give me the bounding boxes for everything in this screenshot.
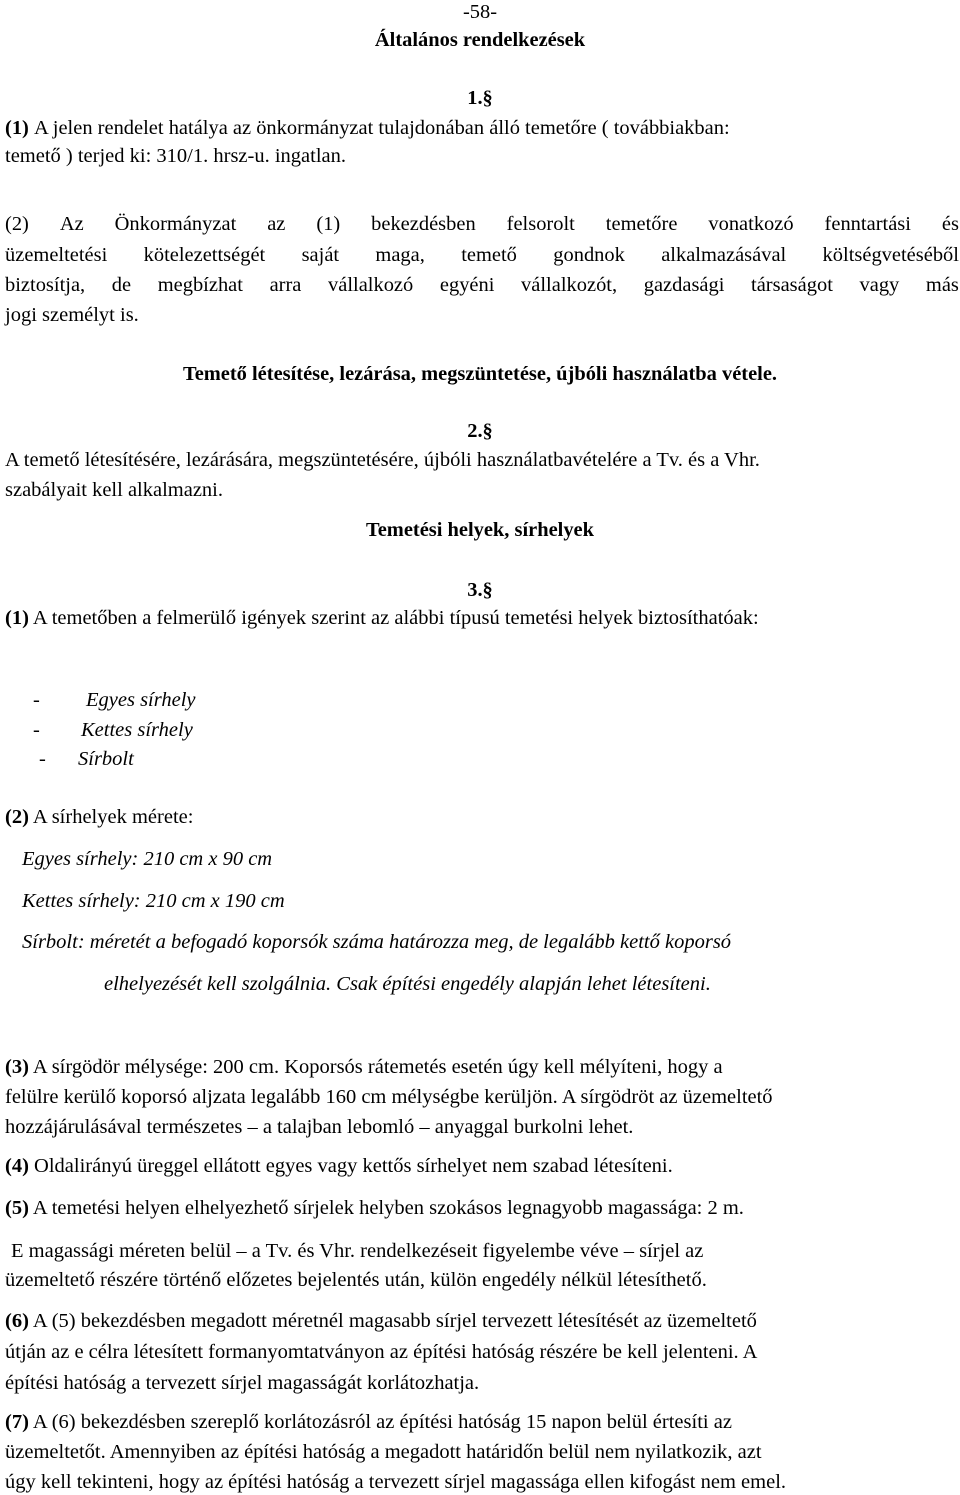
s3-p6-line-1 — [5, 1311, 757, 1332]
list-item-dash: - — [39, 748, 46, 770]
s3-p7-number: (7) — [5, 1411, 29, 1433]
s3-p4-text: Oldalirányú üreggel ellátott egyes vagy kettős sírhelyet nem szabad létesíteni. — [34, 1155, 673, 1177]
s3-p5-number: (5) — [5, 1197, 29, 1219]
s3-p3-number: (3) — [5, 1056, 29, 1078]
heading-burial-places: Temetési helyek, sírhelyek — [365, 519, 594, 541]
list-item-dash: - — [33, 719, 40, 741]
section-1-number: 1.§ — [467, 87, 493, 109]
s3-p1 — [5, 608, 759, 629]
s1-p1-line-1 — [5, 118, 959, 138]
s1-p2-line-3: biztosítja, de megbízhat arra vállalkozó egyéni vállalkozót, gazdasági társaságot vagy más — [5, 274, 959, 296]
list-item-single-grave: Egyes sírhely — [86, 689, 196, 711]
list-item-double-grave: Kettes sírhely — [81, 719, 193, 741]
s3-p6-text-1: A (5) bekezdésben megadott méretnél magasabb sírjel tervezett létesítését az üzemeltető — [32, 1310, 757, 1332]
heading-general-provisions: Általános rendelkezések — [374, 29, 586, 51]
s3-p4 — [5, 1156, 673, 1177]
s1-p1-text-1: A jelen rendelet hatálya az önkormányzat tulajdonában álló temetőre ( továbbiakban: — [34, 117, 730, 139]
page-number: -58- — [462, 1, 498, 23]
s1-p2-line-2: üzemeltetési kötelezettségét saját maga, temető gondnok alkalmazásával költségvetéséből — [5, 244, 959, 266]
size-double-grave: Kettes sírhely: 210 cm x 190 cm — [22, 890, 285, 912]
s3-p4-number: (4) — [5, 1155, 29, 1177]
s3-p1-text: A temetőben a felmerülő igények szerint az alábbi típusú temetési helyek biztosíthatóak: — [32, 607, 759, 629]
section-3-number: 3.§ — [467, 579, 493, 601]
s3-p3-text-1: A sírgödör mélysége: 200 cm. Koporsós rátemetés esetén úgy kell mélyíteni, hogy a — [32, 1056, 723, 1078]
s3-p6-number: (6) — [5, 1310, 29, 1332]
s3-p7-line-3: úgy kell tekinteni, hogy az építési hatóság a tervezett sírjel magassága ellen kifogást nem emel. — [5, 1471, 787, 1493]
heading-establishment: Temető létesítése, lezárása, megszüntetése, újbóli használatba vétele. — [182, 363, 778, 385]
s3-p1-number: (1) — [5, 607, 29, 629]
s2-line-2: szabályait kell alkalmazni. — [5, 479, 224, 501]
s1-p1-line-2: temető ) terjed ki: 310/1. hrsz-u. ingatlan. — [5, 145, 347, 167]
list-item-crypt: Sírbolt — [78, 748, 134, 770]
size-crypt-line-1: Sírbolt: méretét a befogadó koporsók száma határozza meg, de legalább kettő koporsó — [22, 931, 732, 953]
s3-p3-line-2: felülre kerülő koporsó aljzata legalább 160 cm mélységbe kerüljön. A sírgödröt az üzemeltető — [5, 1086, 773, 1108]
s2-line-1: A temető létesítésére, lezárására, megszüntetésére, újbóli használatbavételére a Tv. és a Vhr. — [5, 449, 760, 471]
s3-p7-text-1: A (6) bekezdésben szereplő korlátozásról az építési hatóság 15 napon belül értesíti az — [32, 1411, 732, 1433]
s3-p2 — [5, 807, 193, 828]
s1-p1-number: (1) — [5, 117, 29, 139]
s3-p5 — [5, 1198, 744, 1219]
s3-p5b-line-1: E magassági méreten belül – a Tv. és Vhr. rendelkezéseit figyelembe véve – sírjel az — [11, 1240, 704, 1262]
s3-p2-number: (2) — [5, 806, 29, 828]
s3-p7-line-2: üzemeltetőt. Amennyiben az építési hatóság a megadott határidőn belül nem nyilatkozik, azt — [5, 1441, 762, 1463]
s3-p6-line-2: útján az e célra létesített formanyomtatványon az építési hatóság részére be kell jelenteni. A — [5, 1341, 758, 1363]
s3-p2-text: A sírhelyek mérete: — [32, 806, 194, 828]
s3-p3-line-3: hozzájárulásával természetes – a talajban lebomló – anyaggal burkolni lehet. — [5, 1116, 634, 1138]
s3-p5b-line-2: üzemeltető részére történő előzetes bejelentés után, külön engedély nélkül létesíthető. — [5, 1269, 707, 1291]
s3-p7-line-1 — [5, 1412, 732, 1433]
s3-p3-line-1 — [5, 1057, 723, 1078]
s3-p5-text: A temetési helyen elhelyezhető sírjelek helyben szokásos legnagyobb magassága: 2 m. — [32, 1197, 744, 1219]
section-2-number: 2.§ — [467, 420, 493, 442]
size-crypt-line-2: elhelyezését kell szolgálnia. Csak építési engedély alapján lehet létesíteni. — [104, 973, 711, 995]
size-single-grave: Egyes sírhely: 210 cm x 90 cm — [22, 848, 273, 870]
s1-p2-line-4: jogi személyt is. — [5, 304, 139, 326]
list-item-dash: - — [33, 689, 40, 711]
s1-p2-line-1: (2) Az Önkormányzat az (1) bekezdésben felsorolt temetőre vonatkozó fenntartási és — [5, 213, 959, 235]
s3-p6-line-3: építési hatóság a tervezett sírjel magasságát korlátozhatja. — [5, 1372, 480, 1394]
